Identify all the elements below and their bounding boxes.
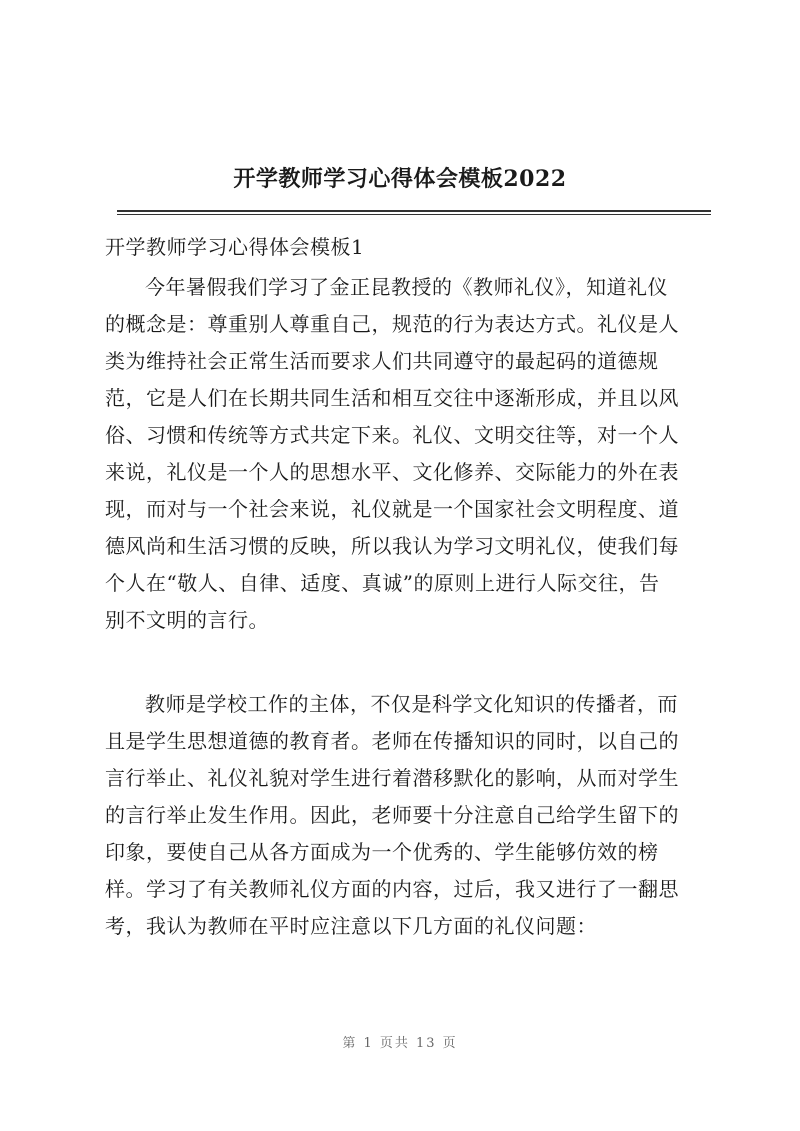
paragraph-line: 个人在“敬人、自律、适度、真诚”的原则上进行人际交往，告: [105, 571, 660, 595]
paragraph-line: 类为维持社会正常生活而要求人们共同遵守的最起码的道德规: [105, 349, 659, 373]
paragraph-line: 的言行举止发生作用。因此，老师要十分注意自己给学生留下的: [105, 803, 679, 827]
paragraph-line: 来说，礼仪是一个人的思想水平、文化修养、交际能力的外在表: [105, 460, 679, 484]
paragraph-line: 范，它是人们在长期共同生活和相互交往中逐渐形成，并且以风: [105, 386, 679, 410]
paragraph-line: 样。学习了有关教师礼仪方面的内容，过后，我又进行了一翻思: [105, 877, 679, 901]
paragraph-line: 考，我认为教师在平时应注意以下几方面的礼仪问题：: [105, 914, 597, 938]
paragraph-line: 现，而对与一个社会来说，礼仪就是一个国家社会文明程度、道: [105, 497, 679, 521]
paragraph-line: 言行举止、礼仪礼貌对学生进行着潜移默化的影响，从而对学生: [105, 766, 679, 790]
title-divider: [117, 210, 711, 215]
section-heading: 开学教师学习心得体会模板1: [105, 235, 365, 259]
paragraph-line: 的概念是：尊重别人尊重自己，规范的行为表达方式。礼仪是人: [105, 312, 679, 336]
paragraph-line: 教师是学校工作的主体，不仅是科学文化知识的传播者，而: [145, 692, 678, 716]
paragraph-line: 且是学生思想道德的教育者。老师在传播知识的同时，以自己的: [105, 729, 679, 753]
page-title: 开学教师学习心得体会模板2022: [233, 166, 567, 192]
paragraph-line: 今年暑假我们学习了金正昆教授的《教师礼仪》，知道礼仪: [145, 275, 668, 299]
page-number-footer: 第 1 页共 13 页: [342, 1036, 458, 1051]
paragraph-line: 印象，要使自己从各方面成为一个优秀的、学生能够仿效的榜: [105, 840, 659, 864]
paragraph-line: 德风尚和生活习惯的反映，所以我认为学习文明礼仪，使我们每: [105, 534, 679, 558]
paragraph-line: 别不文明的言行。: [105, 608, 269, 632]
paragraph-line: 俗、习惯和传统等方式共定下来。礼仪、文明交往等，对一个人: [105, 423, 679, 447]
